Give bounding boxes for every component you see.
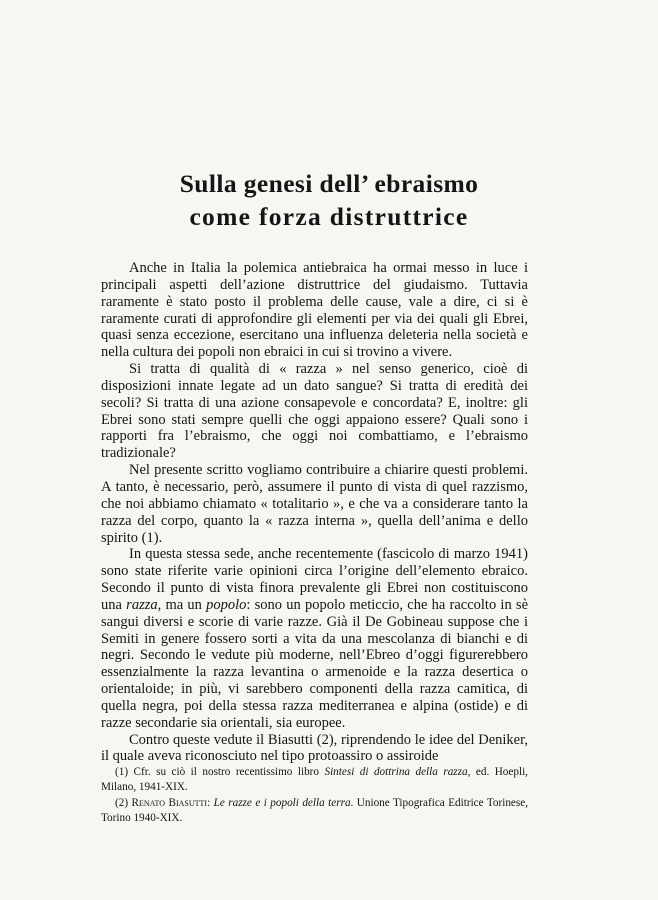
article-title-line-2: come forza distruttrice	[189, 202, 469, 231]
paragraph-5: Contro queste vedute il Biasutti (2), riprendendo le idee del Deniker, il quale aveva riconosciuto nel tipo protoassiro o assiroide	[101, 731, 528, 765]
paragraph-4-text-e: : sono un popolo meticcio, che ha raccolto in sè sangui diversi e scorie di varie razze. Già il De Gobineau suppose che i Semiti in genere fossero sorti a vita da una mescolanza di bianchi e di negri. Secondo le vedute più moderne, nell’Ebreo d’oggi figurerebbero essenzialmente la razza levantina o armenoide e la razza desertica o orientaloide; in più, vi sarebbero componenti della razza camitica, di quella negra, poi della stessa razza mediterranea e alpina (ostide) e di razze secondarie sia orientali, sia europee.	[101, 596, 529, 731]
paragraph-1: Anche in Italia la polemica antiebraica ha ormai messo in luce i principali aspetti dell’azione distruttrice del giudaismo. Tuttavia raramente è stato posto il problema delle cause, vale a dire, ci si è raramente curati di approfondire gli elementi per via dei quali gli Ebrei, quasi senza eccezione, esercitano una influenza deleteria nella società e nella cultura dei popoli non ebraici in cui si trovino a vivere.	[101, 260, 528, 361]
paragraph-3: Nel presente scritto vogliamo contribuire a chiarire questi problemi. A tanto, è necessario, però, assumere il punto di vista di quel razzismo, che noi abbiamo chiamato « totalitario », e che va a considerare tanto la razza del corpo, quanto la « razza interna », quella dell’anima e dello spirito (1).	[101, 462, 528, 546]
footnote-1-text-a: (1) Cfr. su ciò il nostro recentissimo libro	[115, 766, 325, 778]
footnote-2-text-a: (2)	[115, 797, 132, 810]
article-body	[101, 260, 528, 765]
paragraph-4-text-a: In questa stessa sede, anche recentemente (fascicolo di marzo 1941) sono state riferite varie opinioni circa l’origine dell’elemento ebraico. Secondo il punto di vista finora prevalente gli Ebrei non costituiscono una	[101, 546, 528, 613]
paragraph-2: Si tratta di qualità di « razza » nel senso generico, cioè di disposizioni innate legate ad un dato sangue? Si tratta di eredità dei secoli? Si tratta di una azione consapevole e concordata? E, inoltre: gli Ebrei sono stati sempre quelli che oggi appaiono essere? Quali sono i rapporti fra l’ebraismo, che oggi noi combattiamo, e l’ebraismo tradizionale?	[101, 361, 528, 462]
footnote-1-text-c: , ed. Hoepli, Milano, 1941-XIX.	[101, 766, 528, 793]
paragraph-4	[101, 546, 528, 731]
paragraph-4-emphasis-popolo: popolo	[206, 596, 247, 613]
article-title-line-1: Sulla genesi dell’ ebraismo	[179, 169, 479, 198]
footnote-2-text-c: :	[207, 797, 214, 810]
footnote-2	[101, 796, 528, 825]
footnote-1-book-title: Sintesi di dottrina della razza	[324, 766, 468, 778]
footnote-2-author: Renato Biasutti	[131, 797, 208, 810]
footnote-2-book-title: Le razze e i popoli della terra	[213, 797, 351, 810]
paragraph-4-emphasis-razza: razza	[126, 596, 158, 613]
footnote-1	[101, 765, 528, 794]
paragraph-4-text-c: , ma un	[157, 596, 207, 613]
footnotes	[101, 765, 528, 827]
footnote-2-text-e: . Unione Tipografica Editrice Torinese, Torino 1940-XIX.	[101, 797, 529, 824]
